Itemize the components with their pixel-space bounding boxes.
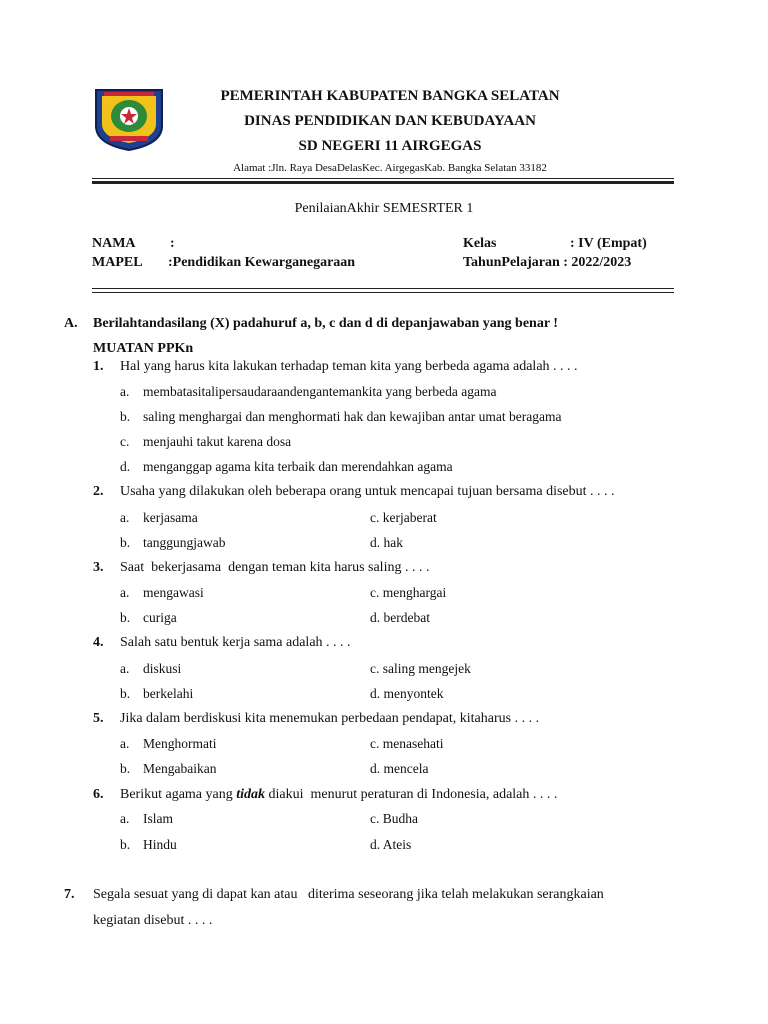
question-text-before: Berikut agama yang: [120, 787, 237, 802]
option-text[interactable]: Mengabaikan: [143, 761, 217, 776]
question-number: 7.: [64, 887, 75, 902]
option-text[interactable]: Hindu: [143, 837, 177, 852]
option-text[interactable]: d. Ateis: [370, 837, 412, 852]
option-letter[interactable]: a.: [120, 384, 130, 399]
option-text[interactable]: kerjasama: [143, 510, 198, 525]
option-text[interactable]: d. menyontek: [370, 686, 444, 701]
option-text[interactable]: c. menasehati: [370, 736, 444, 751]
option-letter[interactable]: b.: [120, 837, 131, 852]
kelas-value: : IV (Empat): [570, 236, 647, 251]
header-school-name: SD NEGERI 11 AIRGEGAS: [298, 138, 482, 154]
nama-label: NAMA: [92, 236, 136, 251]
option-letter[interactable]: a.: [120, 510, 130, 525]
section-subheading: MUATAN PPKn: [93, 341, 194, 356]
option-text[interactable]: Menghormati: [143, 736, 217, 751]
option-text[interactable]: membatasitalipersaudaraandengantemankita yang berbeda agama: [143, 384, 497, 399]
option-text[interactable]: menganggap agama kita terbaik dan merendahkan agama: [143, 459, 453, 474]
exam-title: PenilaianAkhir SEMESRTER 1: [294, 201, 474, 216]
option-text[interactable]: Islam: [143, 811, 173, 826]
option-letter[interactable]: b.: [120, 409, 131, 424]
kelas-label: Kelas: [463, 236, 497, 251]
option-text[interactable]: d. berdebat: [370, 610, 430, 625]
option-text[interactable]: d. mencela: [370, 761, 429, 776]
option-text[interactable]: d. hak: [370, 535, 403, 550]
option-text[interactable]: mengawasi: [143, 585, 204, 600]
option-text[interactable]: c. saling mengejek: [370, 661, 471, 676]
question-text-continued: kegiatan disebut . . . .: [93, 913, 213, 928]
option-letter[interactable]: b.: [120, 686, 131, 701]
question-text: Jika dalam berdiskusi kita menemukan perbedaan pendapat, kitaharus . . . .: [120, 711, 540, 726]
school-address: Alamat :Jln. Raya DesaDelasKec. AirgegasKab. Bangka Selatan 33182: [233, 162, 547, 174]
question-text-after: diakui menurut peraturan di Indonesia, adalah . . . .: [265, 787, 558, 802]
emphasized-word: tidak: [236, 787, 266, 802]
nama-field[interactable]: :: [170, 236, 175, 251]
question-number: 3.: [93, 560, 104, 575]
question-number: 2.: [93, 484, 104, 499]
option-text[interactable]: saling menghargai dan menghormati hak dan kewajiban antar umat beragama: [143, 409, 562, 424]
option-text[interactable]: curiga: [143, 610, 177, 625]
section-letter: A.: [64, 316, 78, 331]
question-text: [120, 787, 557, 803]
question-number: 4.: [93, 635, 104, 650]
option-letter[interactable]: a.: [120, 811, 130, 826]
question-number: 6.: [93, 787, 104, 802]
option-text[interactable]: c. menghargai: [370, 585, 447, 600]
option-text[interactable]: diskusi: [143, 661, 182, 676]
option-letter[interactable]: b.: [120, 610, 131, 625]
identity-divider-bottom: [92, 292, 674, 293]
question-text: Salah satu bentuk kerja sama adalah . . . .: [120, 635, 351, 650]
header-divider-thick: [92, 181, 674, 184]
option-letter[interactable]: c.: [120, 434, 130, 449]
header-divider-thin: [92, 178, 674, 179]
header-government: PEMERINTAH KABUPATEN BANGKA SELATAN: [220, 88, 560, 104]
option-text[interactable]: c. Budha: [370, 811, 418, 826]
option-text[interactable]: berkelahi: [143, 686, 194, 701]
option-letter[interactable]: a.: [120, 661, 130, 676]
question-number: 5.: [93, 711, 104, 726]
question-number: 1.: [93, 359, 104, 374]
mapel-value: :Pendidikan Kewarganegaraan: [168, 255, 356, 270]
section-instruction: Berilahtandasilang (X) padahuruf a, b, c dan d di depanjawaban yang benar !: [93, 316, 558, 331]
mapel-label: MAPEL: [92, 255, 143, 270]
question-text: Usaha yang dilakukan oleh beberapa orang untuk mencapai tujuan bersama disebut . . . .: [120, 484, 615, 499]
option-letter[interactable]: a.: [120, 585, 130, 600]
option-text[interactable]: tanggungjawab: [143, 535, 226, 550]
option-letter[interactable]: d.: [120, 459, 131, 474]
school-logo: [92, 86, 166, 152]
tahun-pelajaran: TahunPelajaran : 2022/2023: [463, 255, 632, 270]
identity-divider-top: [92, 288, 674, 289]
option-text[interactable]: menjauhi takut karena dosa: [143, 434, 292, 449]
option-text[interactable]: c. kerjaberat: [370, 510, 437, 525]
header-department: DINAS PENDIDIKAN DAN KEBUDAYAAN: [244, 113, 536, 129]
option-letter[interactable]: b.: [120, 535, 131, 550]
question-text: Segala sesuat yang di dapat kan atau diterima seseorang jika telah melakukan serangkaian: [93, 887, 604, 902]
question-text: Saat bekerjasama dengan teman kita harus saling . . . .: [120, 560, 430, 575]
question-text: Hal yang harus kita lakukan terhadap teman kita yang berbeda agama adalah . . . .: [120, 359, 578, 374]
option-letter[interactable]: a.: [120, 736, 130, 751]
option-letter[interactable]: b.: [120, 761, 131, 776]
